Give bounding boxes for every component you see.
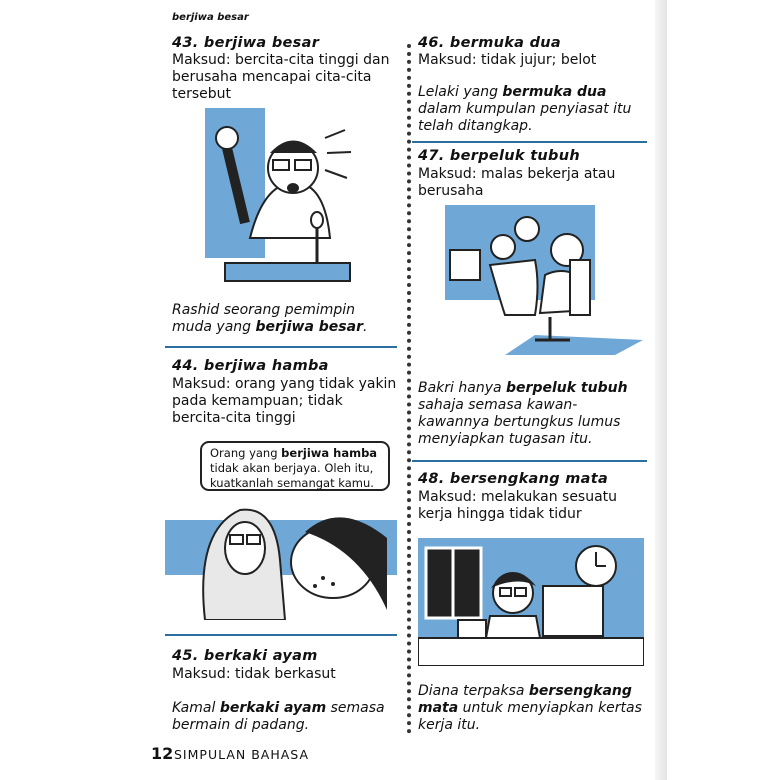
entry-46-example xyxy=(418,84,646,135)
entry-46-meaning: Maksud: tidak jujur; belot xyxy=(418,52,597,68)
entry-45-meaning: Maksud: tidak berkasut xyxy=(172,666,336,682)
page-fold-shadow xyxy=(655,0,667,780)
entry-46-title: 46. bermuka dua xyxy=(418,35,561,51)
example-text-end: semasa bermain di padang. xyxy=(172,700,385,733)
example-idiom: berpeluk tubuh xyxy=(506,380,628,396)
entry-43-meaning: Maksud: bercita-cita tinggi dan berusaha mencapai cita-cita tersebut xyxy=(172,52,390,102)
entry-45-example xyxy=(172,700,397,734)
example-text: Bakri hanya xyxy=(418,380,507,396)
entry-47-example xyxy=(418,380,648,448)
example-text-end: . xyxy=(363,319,368,335)
entry-48-title: 48. bersengkang mata xyxy=(418,471,609,487)
illustration-leader-speech xyxy=(205,108,355,288)
section-rule xyxy=(165,346,397,348)
example-text: Kamal xyxy=(172,700,220,716)
entry-43-title: 43. berjiwa besar xyxy=(172,35,320,51)
entry-48-example xyxy=(418,683,648,734)
running-head: berjiwa besar xyxy=(172,12,249,23)
example-text: Lelaki yang xyxy=(418,84,503,100)
example-idiom: berjiwa besar xyxy=(255,319,363,335)
illustration-late-night-work xyxy=(418,538,644,666)
entry-44-title: 44. berjiwa hamba xyxy=(172,358,329,374)
example-text: Rashid seorang pemimpin muda yang xyxy=(172,302,356,335)
illustration-lazy-man xyxy=(445,205,643,355)
section-rule xyxy=(412,141,647,143)
example-idiom: bersengkang mata xyxy=(418,683,632,716)
section-rule xyxy=(412,460,647,462)
entry-48-meaning: Maksud: melakukan sesuatu kerja hingga tidak tidur xyxy=(418,489,618,522)
speech-bubble xyxy=(200,441,390,491)
entry-45-title: 45. berkaki ayam xyxy=(172,648,318,664)
example-text-end: dalam kumpulan penyiasat itu telah ditangkap. xyxy=(418,101,632,134)
illustration-mother-child xyxy=(165,490,397,620)
column-divider xyxy=(407,44,411,734)
bubble-text: Orang yang xyxy=(210,446,282,460)
example-idiom: berkaki ayam xyxy=(219,700,327,716)
example-idiom: bermuka dua xyxy=(502,84,607,100)
entry-47-title: 47. berpeluk tubuh xyxy=(418,148,580,164)
entry-43-example xyxy=(172,302,397,336)
example-text-end: sahaja semasa kawan-kawannya bertungkus lumus menyiapkan tugasan itu. xyxy=(418,397,621,447)
book-title: SIMPULAN BAHASA xyxy=(174,747,310,762)
bubble-idiom: berjiwa hamba xyxy=(281,446,378,460)
example-text: Diana terpaksa xyxy=(418,683,529,699)
page-number: 12 xyxy=(151,744,174,763)
example-text-end: untuk menyiapkan kertas kerja itu. xyxy=(418,700,642,733)
entry-44-meaning: Maksud: orang yang tidak yakin pada kemampuan; tidak bercita-cita tinggi xyxy=(172,376,397,426)
section-rule xyxy=(165,634,397,636)
bubble-text-end: tidak akan berjaya. Oleh itu, kuatkanlah semangat kamu. xyxy=(210,461,374,490)
entry-47-meaning: Maksud: malas bekerja atau berusaha xyxy=(418,166,616,199)
